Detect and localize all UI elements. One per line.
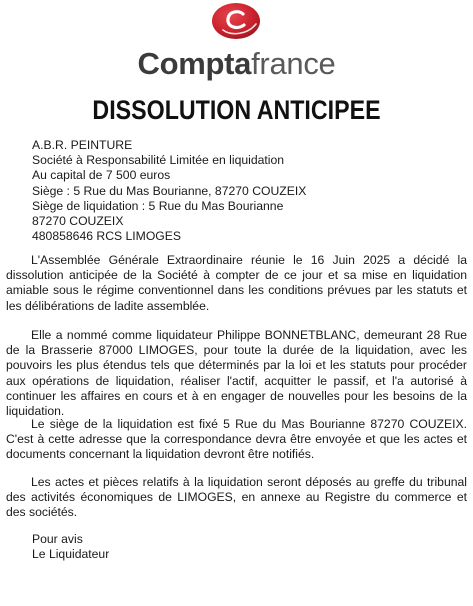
signature-block	[32, 532, 109, 562]
company-rcs-number: 480858646 RCS LIMOGES	[32, 229, 182, 244]
company-registered-office: Siège : 5 Rue du Mas Bourianne, 87270 COUZEIX	[32, 183, 307, 198]
comptafrance-logo-icon	[209, 2, 263, 40]
notice-title: DISSOLUTION ANTICIPEE	[92, 95, 381, 125]
brand-part-france: france	[251, 46, 336, 81]
paragraph-dissolution: L'Assemblée Générale Extraordinaire réunie le 16 Juin 2025 a décidé la dissolution anticipée de la Société à compter de ce jour et sa mise en liquidation amiable sous le régime conventionnel dans les conditions prévues par les statuts et les délibérations de ladite assemblée.	[6, 253, 467, 313]
company-name: A.B.R. PEINTURE	[32, 138, 133, 152]
liquidation-office-line2: 87270 COUZEIX	[32, 214, 124, 229]
paragraph-liquidator: Elle a nommé comme liquidateur Philippe BONNETBLANC, demeurant 28 Rue de la Brasserie 87000 LIMOGES, pour toute la durée de la liquidation, avec les pouvoirs les plus étendus tels que déterminés par la loi et les statuts pour procéder aux opérations de liquidation, réaliser l'actif, acquitter le passif, et l'a autorisé à continuer les affaires en cours et à en engager de nouvelles pour les besoins de la liquidation.	[6, 328, 467, 419]
signature-liquidator: Le Liquidateur	[32, 547, 110, 562]
liquidation-office-line1: Siège de liquidation : 5 Rue du Mas Bourianne	[32, 198, 284, 213]
company-info-block	[32, 138, 306, 244]
brand-part-compta: Compta	[137, 46, 252, 81]
brand-wordmark	[0, 44, 473, 84]
company-legal-form: Société à Responsabilité Limitée en liquidation	[32, 153, 285, 168]
company-capital: Au capital de 7 500 euros	[32, 168, 171, 183]
paragraph-filing: Les actes et pièces relatifs à la liquidation seront déposés au greffe du tribunal des activités économiques de LIMOGES, en annexe au Registre du commerce et des sociétés.	[6, 475, 467, 520]
signature-pour-avis: Pour avis	[32, 532, 83, 546]
paragraph-liquidation-seat: Le siège de la liquidation est fixé 5 Rue du Mas Bourianne 87270 COUZEIX. C'est à cette adresse que la correspondance devra être envoyée et que les actes et documents concernant la liquidation devront être notifiés.	[6, 417, 467, 462]
